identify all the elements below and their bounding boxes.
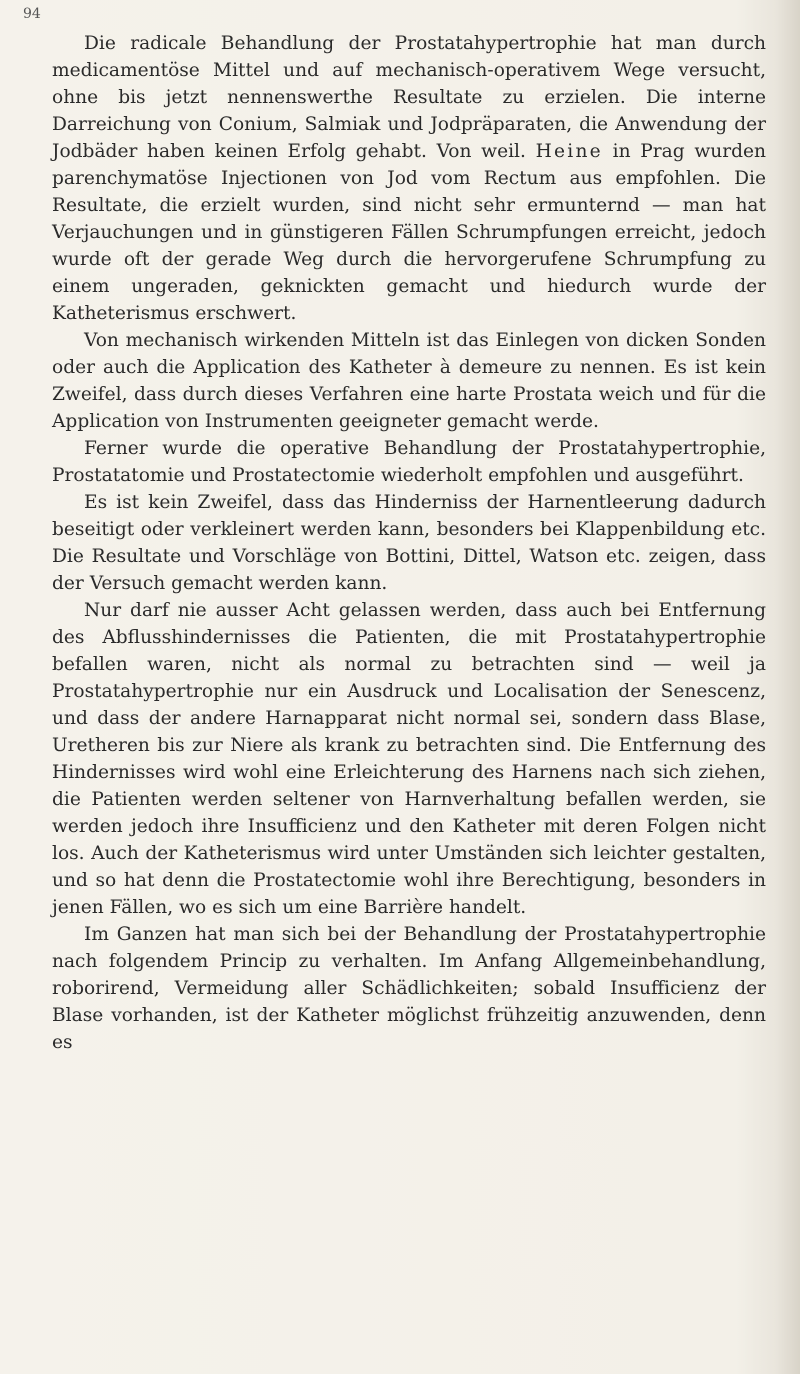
paragraph-6	[52, 921, 766, 1056]
paragraph-2	[52, 327, 766, 435]
body-text	[52, 30, 766, 1056]
paragraph-6-text: Im Ganzen hat man sich bei der Behandlung der Prostatahypertrophie nach folgendem Princip zu verhalten. Im Anfang Allgemeinbehandlung, roborirend, Vermeidung aller Schädlichkeiten; sobald Insufficienz der Blase vorhanden, ist der Katheter möglichst frühzeitig anzuwenden, denn es	[52, 924, 766, 1053]
paragraph-4	[52, 489, 766, 597]
paragraph-4-text: Es ist kein Zweifel, dass das Hinderniss der Harnentleerung dadurch beseitigt oder verkleinert werden kann, besonders bei Klappenbildung etc. Die Resultate und Vorschläge von Bottini, Dittel, Watson etc. zeigen, dass der Versuch gemacht werden kann.	[52, 492, 766, 594]
author-name-heine: Heine	[535, 141, 603, 162]
paragraph-5-text: Nur darf nie ausser Acht gelassen werden, dass auch bei Entfernung des Abflusshindernisses die Patienten, die mit Prostatahypertrophie befallen waren, nicht als normal zu betrachten sind — weil ja Prostatahypertrophie nur ein Ausdruck und Localisation der Senescenz, und dass der andere Harnapparat nicht normal sei, sondern dass Blase, Uretheren bis zur Niere als krank zu betrachten sind. Die Entfernung des Hindernisses wird wohl eine Erleichterung des Harnens nach sich ziehen, die Patienten werden seltener von Harnverhaltung befallen werden, sie werden jedoch ihre Insufficienz und den Katheter mit deren Folgen nicht los. Auch der Katheterismus wird unter Umständen sich leichter gestalten, und so hat denn die Prostatectomie wohl ihre Berechtigung, besonders in jenen Fällen, wo es sich um eine Barrière handelt.	[52, 600, 766, 918]
paragraph-3	[52, 435, 766, 489]
paragraph-3-text: Ferner wurde die operative Behandlung der Prostatahypertrophie, Prostatatomie und Prostatectomie wiederholt empfohlen und ausgeführt.	[52, 438, 766, 486]
paragraph-1	[52, 30, 766, 327]
page-number: 94	[23, 6, 41, 22]
paragraph-5	[52, 597, 766, 921]
paragraph-1-text-b: in Prag wurden parenchymatöse Injectionen von Jod vom Rectum aus empfohlen. Die Resultate, die erzielt wurden, sind nicht sehr ermunternd — man hat Verjauchungen und in günstigeren Fällen Schrumpfungen erreicht, jedoch wurde oft der gerade Weg durch die hervorgerufene Schrumpfung zu einem ungeraden, geknickten gemacht und hiedurch wurde der Katheterismus erschwert.	[52, 141, 766, 324]
paragraph-2-text: Von mechanisch wirkenden Mitteln ist das Einlegen von dicken Sonden oder auch die Application des Katheter à demeure zu nennen. Es ist kein Zweifel, dass durch dieses Verfahren eine harte Prostata weich und für die Application von Instrumenten geeigneter gemacht werde.	[52, 330, 766, 432]
paragraph-1-text-a: Die radicale Behandlung der Prostatahypertrophie hat man durch medicamentöse Mittel und auf mechanisch-operativem Wege versucht, ohne bis jetzt nennenswerthe Resultate zu erzielen. Die interne Darreichung von Conium, Salmiak und Jodpräparaten, die Anwendung der Jodbäder haben keinen Erfolg gehabt. Von weil.	[52, 33, 766, 162]
